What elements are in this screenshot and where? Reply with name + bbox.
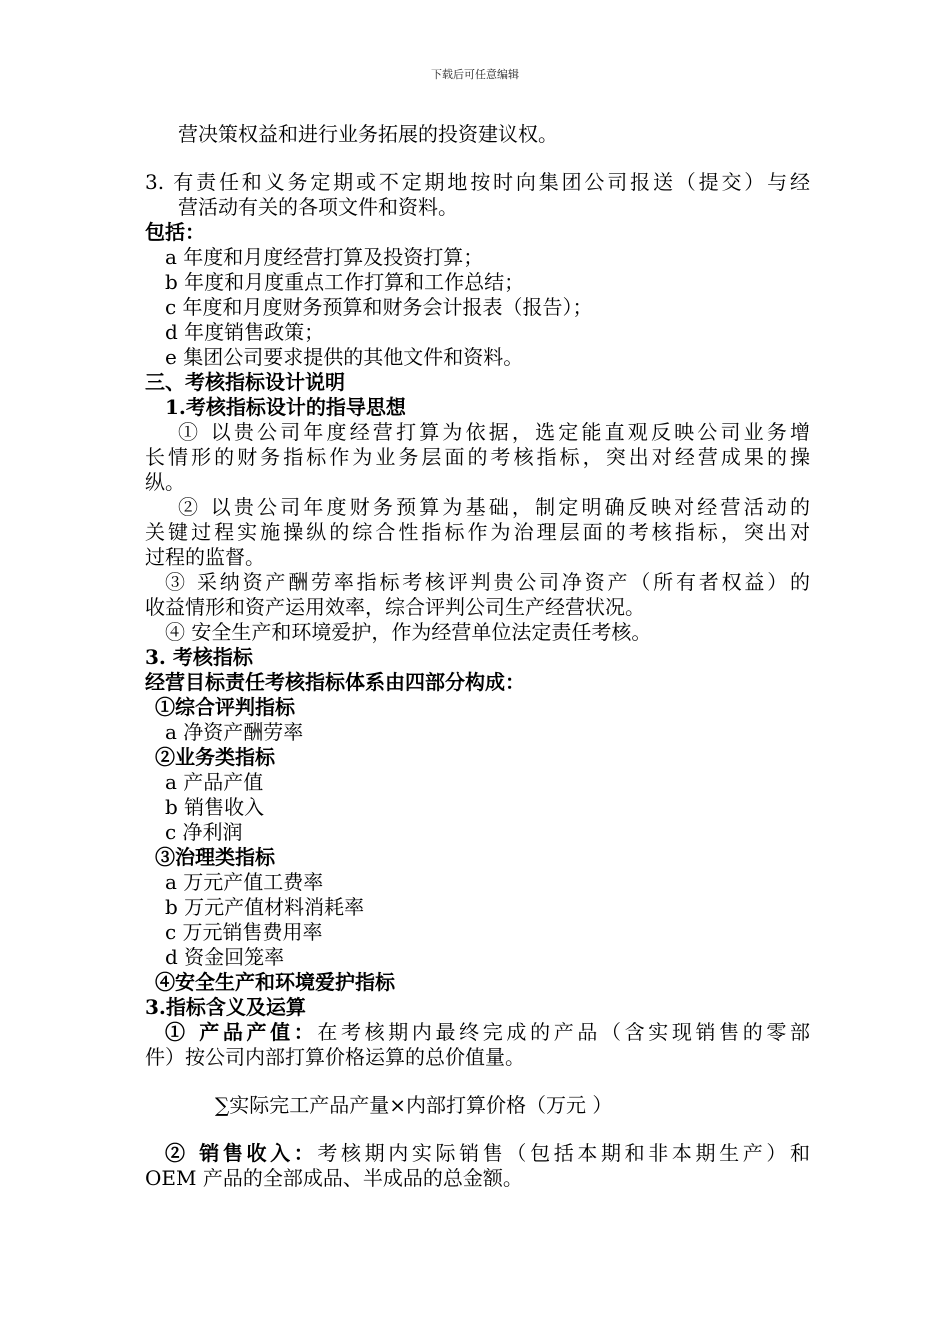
text-line: 过程的监督。 bbox=[145, 545, 265, 569]
document-body bbox=[145, 122, 810, 1191]
text-line: ① 以贵公司年度经营打算为依据，选定能直观反映公司业务增 bbox=[178, 420, 810, 444]
text-line: 经营目标责任考核指标体系由四部分构成： bbox=[145, 670, 525, 694]
paragraph-gap bbox=[145, 147, 810, 170]
text-line: 三、考核指标设计说明 bbox=[145, 370, 345, 394]
paragraph-gap bbox=[145, 1070, 810, 1093]
text-line: c 净利润 bbox=[165, 820, 243, 844]
page-header: 下载后可任意编辑 bbox=[431, 68, 519, 81]
text-line: ∑实际完工产品产量×内部打算价格（万元 ） bbox=[215, 1093, 613, 1117]
text-line: ④ 安全生产和环境爱护，作为经营单位法定责任考核。 bbox=[165, 620, 652, 644]
text-line: d 资金回笼率 bbox=[165, 945, 285, 969]
text-line: ③ 采纳资产酬劳率指标考核评判贵公司净资产（所有者权益）的 bbox=[165, 570, 810, 594]
text-segment: 考核期内实际销售（包括本期和非本期生产）和 bbox=[317, 1141, 811, 1165]
text-line: OEM 产品的全部成品、半成品的总金额。 bbox=[145, 1166, 523, 1190]
text-line: ③治理类指标 bbox=[155, 845, 275, 869]
text-line: ② 以贵公司年度财务预算为基础，制定明确反映对经营活动的 bbox=[178, 495, 810, 519]
text-line: 营活动有关的各项文件和资料。 bbox=[178, 195, 458, 219]
text-line: 3. 有责任和义务定期或不定期地按时向集团公司报送（提交）与经 bbox=[145, 170, 810, 194]
bold-term: ① 产品产值： bbox=[165, 1020, 318, 1044]
text-line: 营决策权益和进行业务拓展的投资建议权。 bbox=[178, 122, 558, 146]
text-line: e 集团公司要求提供的其他文件和资料。 bbox=[165, 345, 524, 369]
text-line: ④安全生产和环境爱护指标 bbox=[155, 970, 395, 994]
text-line: b 万元产值材料消耗率 bbox=[165, 895, 365, 919]
text-line: 长情形的财务指标作为业务层面的考核指标，突出对经营成果的操 bbox=[145, 445, 810, 469]
text-line: ②业务类指标 bbox=[155, 745, 275, 769]
text-line bbox=[145, 1020, 810, 1045]
text-line: 1.考核指标设计的指导思想 bbox=[165, 395, 406, 419]
text-line: c 年度和月度财务预算和财务会计报表（报告）； bbox=[165, 295, 593, 319]
text-line: a 万元产值工费率 bbox=[165, 870, 324, 894]
text-line: b 年度和月度重点工作打算和工作总结； bbox=[165, 270, 525, 294]
text-line: ①综合评判指标 bbox=[155, 695, 295, 719]
paragraph-gap bbox=[145, 1118, 810, 1141]
text-line: a 年度和月度经营打算及投资打算； bbox=[165, 245, 484, 269]
text-line: a 净资产酬劳率 bbox=[165, 720, 304, 744]
text-line: d 年度销售政策； bbox=[165, 320, 325, 344]
bold-term: ② 销售收入： bbox=[165, 1141, 318, 1165]
text-line: 3. 考核指标 bbox=[145, 645, 253, 669]
text-line: 收益情形和资产运用效率，综合评判公司生产经营状况。 bbox=[145, 595, 645, 619]
text-line bbox=[145, 1141, 810, 1166]
text-line: 纵。 bbox=[145, 470, 185, 494]
text-line: b 销售收入 bbox=[165, 795, 265, 819]
text-line: 包括： bbox=[145, 220, 205, 244]
text-line: c 万元销售费用率 bbox=[165, 920, 323, 944]
text-line: 件）按公司内部打算价格运算的总价值量。 bbox=[145, 1045, 525, 1069]
text-line: a 产品产值 bbox=[165, 770, 264, 794]
text-line: 3.指标含义及运算 bbox=[145, 995, 306, 1019]
text-segment: 在考核期内最终完成的产品（含实现销售的零部 bbox=[317, 1020, 811, 1044]
text-line: 关键过程实施操纵的综合性指标作为治理层面的考核指标，突出对 bbox=[145, 520, 810, 544]
